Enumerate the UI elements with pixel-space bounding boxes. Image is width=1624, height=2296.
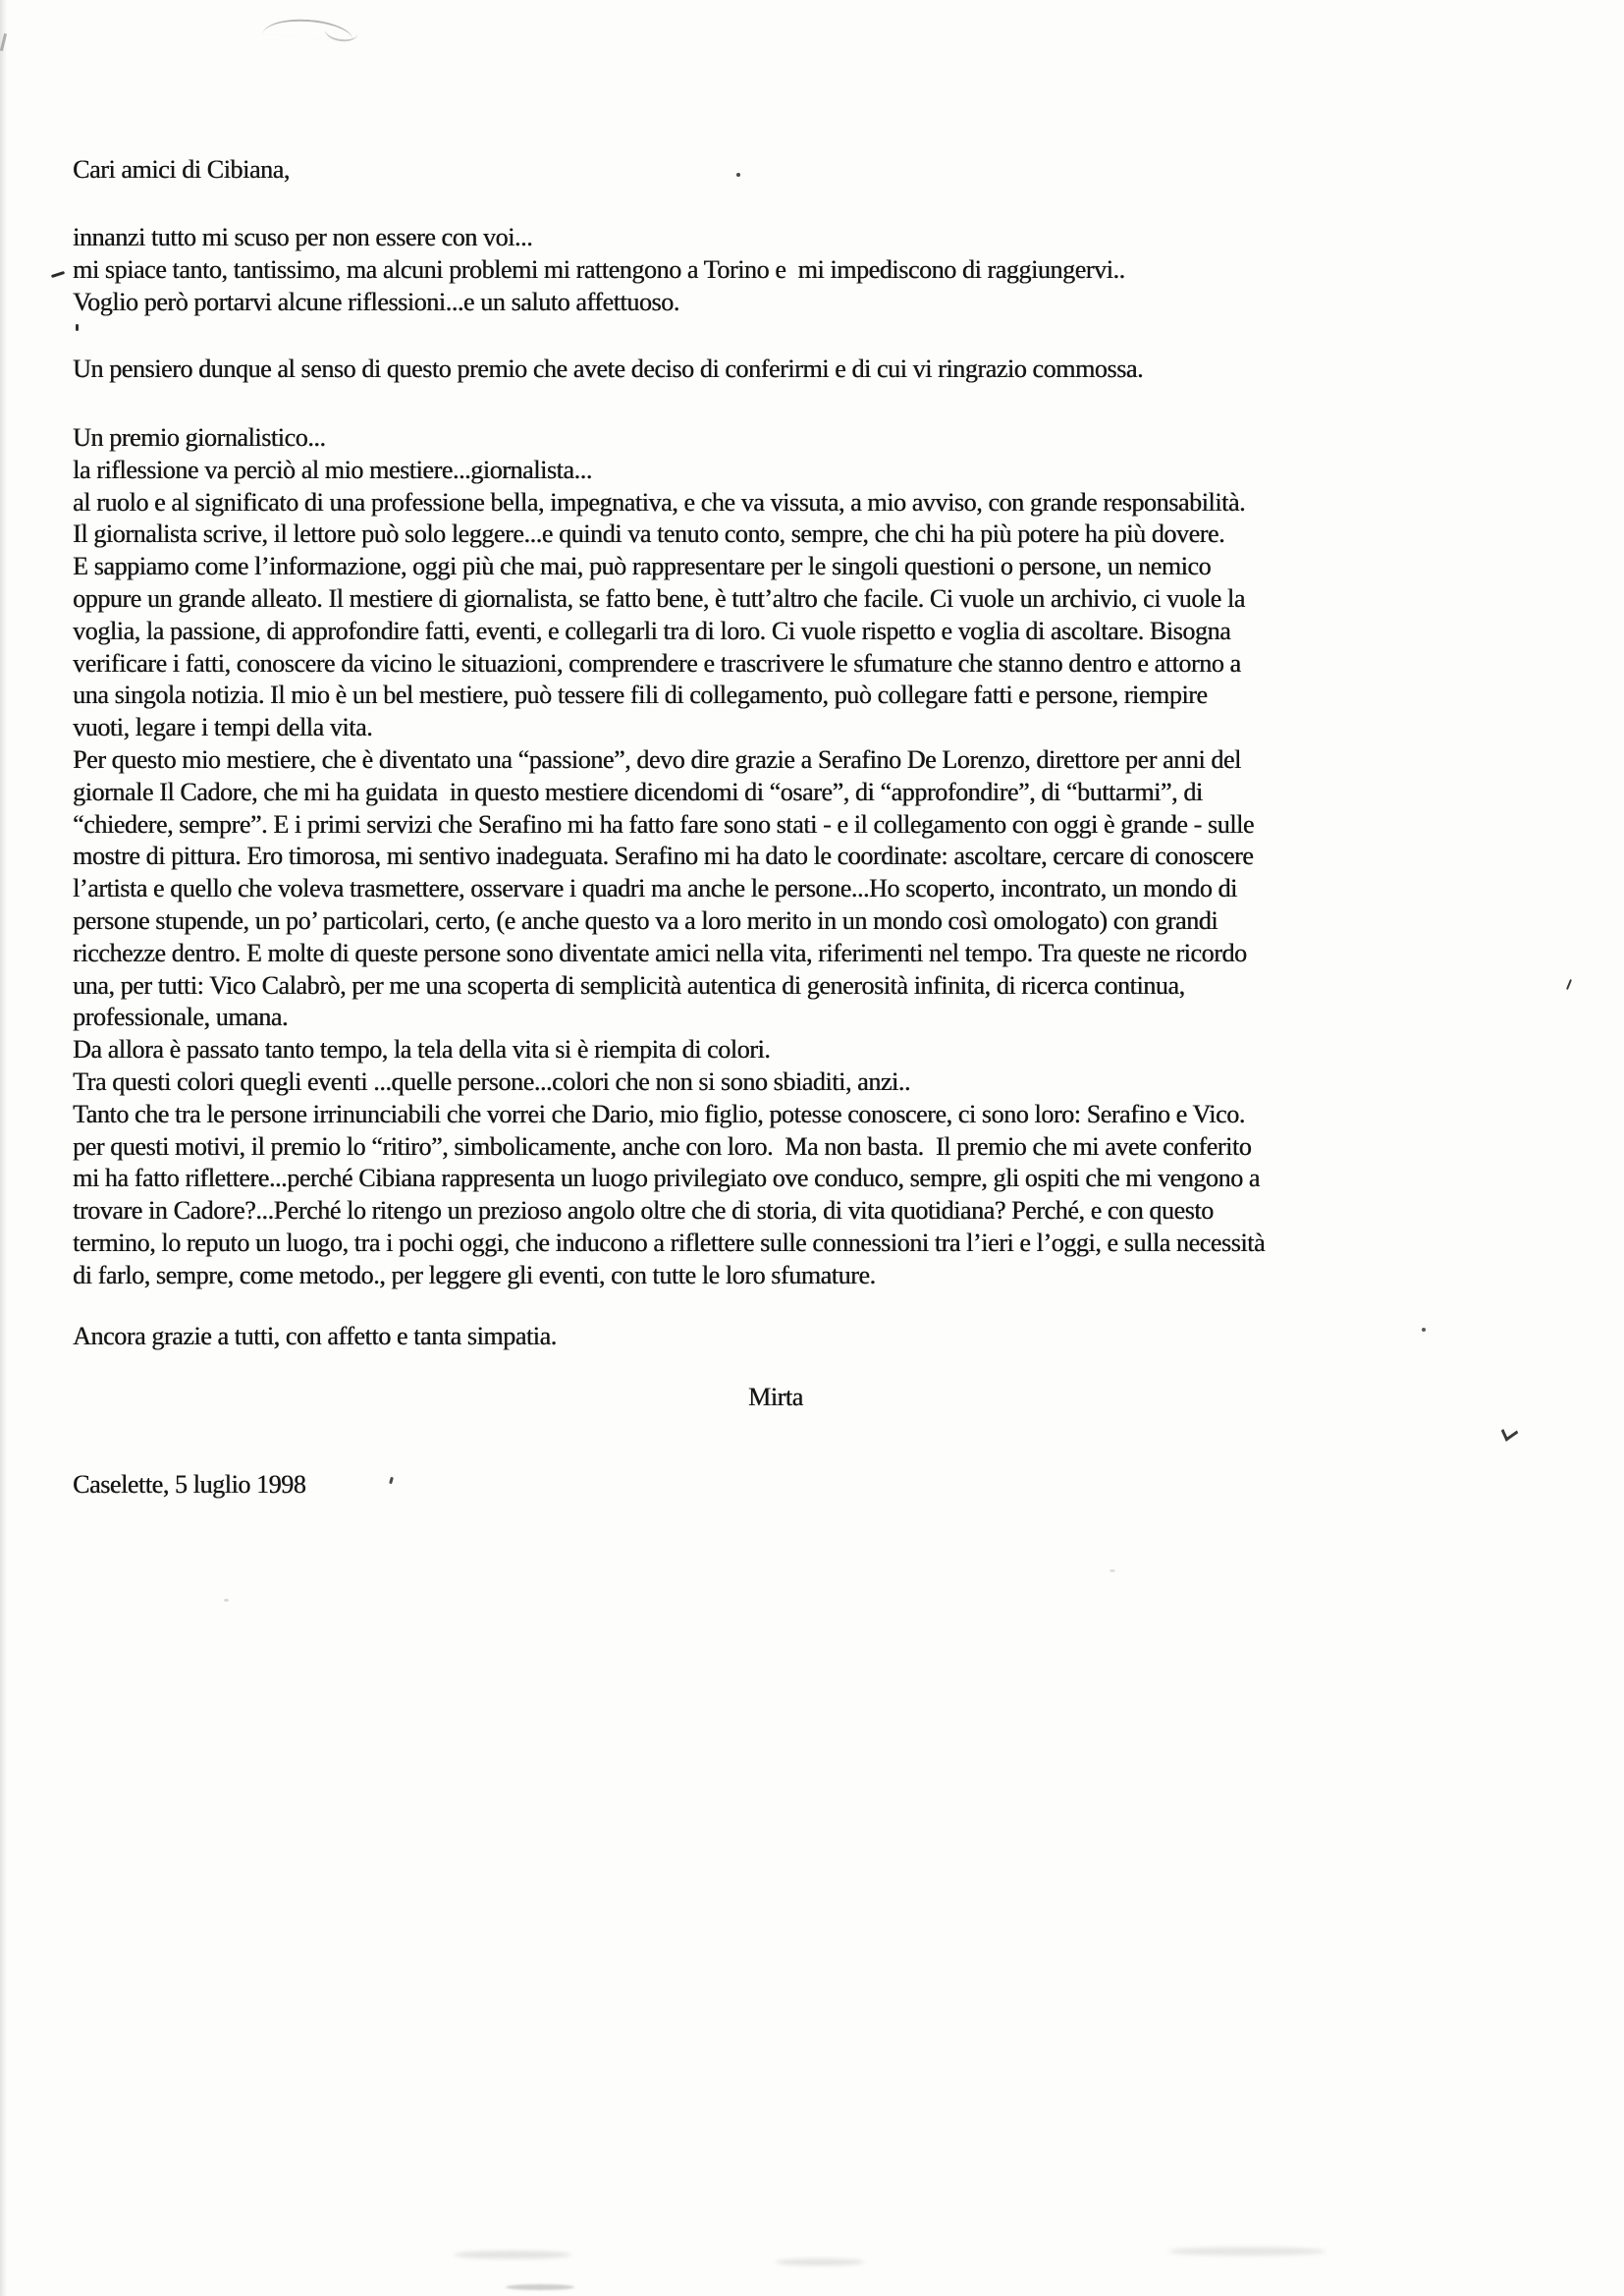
letter-line: Un premio giornalistico... bbox=[73, 423, 326, 452]
scan-artifact-bottom-smudge-2 bbox=[776, 2259, 864, 2266]
dateline: Caselette, 5 luglio 1998 bbox=[73, 1470, 306, 1499]
letter-line: giornale Il Cadore, che mi ha guidata in questo mestiere dicendomi di “osare”, di “approfondire”, di “buttarmi”, di bbox=[73, 777, 1203, 806]
letter-line: Per questo mio mestiere, che è diventato una “passione”, devo dire grazie a Serafino De Lorenzo, direttore per anni del bbox=[73, 744, 1241, 774]
scan-artifact-mid-dot bbox=[736, 173, 740, 177]
paragraph-reflection bbox=[73, 422, 1265, 1292]
letter-line: Tra questi colori quegli eventi ...quelle persone...colori che non si sono sbiaditi, anzi.. bbox=[73, 1066, 910, 1096]
scan-artifact-top-edge-smudge2 bbox=[323, 29, 357, 44]
letter-line: l’artista e quello che voleva trasmettere, osservare i quadri ma anche le persone...Ho scoperto, incontrato, un mondo di bbox=[73, 874, 1237, 903]
scan-artifact-top-edge-smudge bbox=[262, 17, 353, 40]
letter-line: Tanto che tra le persone irrinunciabili che vorrei che Dario, mio figlio, potesse conoscere, ci sono loro: Serafino e Vico. bbox=[73, 1099, 1245, 1128]
letter-line: Un pensiero dunque al senso di questo premio che avete deciso di conferirmi e di cui vi ringrazio commossa. bbox=[73, 355, 1144, 383]
scan-artifact-bottom-smudge-4 bbox=[506, 2284, 574, 2290]
letter-line: al ruolo e al significato di una professione bella, impegnativa, e che va vissuta, a mio avviso, con grande responsabilità. bbox=[73, 487, 1246, 517]
letter-line: trovare in Cadore?...Perché lo ritengo un prezioso angolo oltre che di storia, di vita quotidiana? Perché, e con questo bbox=[73, 1196, 1214, 1226]
letter-line: Ancora grazie a tutti, con affetto e tanta simpatia. bbox=[73, 1322, 557, 1350]
letter-line: persone stupende, un po’ particolari, certo, (e anche questo va a loro merito in un mondo così omologato) con grandi bbox=[73, 905, 1218, 935]
letter-line: voglia, la passione, di approfondire fatti, eventi, e collegarli tra di loro. Ci vuole rispetto e voglia di ascoltare. Bisogna bbox=[73, 616, 1231, 645]
scan-artifact-ricordo-tick bbox=[1566, 979, 1572, 990]
salutation: Cari amici di Cibiana, bbox=[73, 155, 290, 184]
letter-line: professionale, umana. bbox=[73, 1003, 289, 1032]
letter-line: oppure un grande alleato. Il mestiere di giornalista, se fatto bene, è tutt’altro che facile. Ci vuole un archivio, ci vuole la bbox=[73, 583, 1245, 613]
scan-artifact-simpatia-dot bbox=[1422, 1328, 1426, 1332]
letter-line: ricchezze dentro. E molte di queste persone sono diventate amici nella vita, riferimenti nel tempo. Tra queste ne ricordo bbox=[73, 938, 1247, 967]
scan-artifact-speck-1 bbox=[224, 1599, 229, 1602]
paragraph-thanks bbox=[73, 354, 1143, 386]
letter-line: mi ha fatto riflettere...perché Cibiana rappresenta un luogo privilegiato ove conduco, sempre, gli ospiti che mi vengono a bbox=[73, 1164, 1260, 1193]
paragraph-apology bbox=[73, 222, 1125, 318]
letter-line: “chiedere, sempre”. E i primi servizi che Serafino mi ha fatto fare sono stati - e il collegamento con oggi è grande - sulle bbox=[73, 809, 1254, 839]
letter-line: vuoti, legare i tempi della vita. bbox=[73, 713, 373, 742]
letter-line: mostre di pittura. Ero timorosa, mi sentivo inadeguata. Serafino mi ha dato le coordinate: ascoltare, cercare di conoscere bbox=[73, 842, 1254, 871]
scan-artifact-stray-period bbox=[76, 324, 79, 331]
paragraph-closing bbox=[73, 1321, 557, 1353]
scan-artifact-bottom-smudge-3 bbox=[1168, 2247, 1326, 2256]
letter-line: Da allora è passato tanto tempo, la tela della vita si è riempita di colori. bbox=[73, 1035, 771, 1065]
letter-line: termino, lo reputo un luogo, tra i pochi oggi, che inducono a riflettere sulle connessioni tra l’ieri e l’oggi, e sulla necessità bbox=[73, 1228, 1266, 1257]
letter-line: E sappiamo come l’informazione, oggi più che mai, può rappresentare per le singoli questioni o persone, un nemico bbox=[73, 552, 1212, 581]
scan-artifact-left-edge-tick bbox=[0, 33, 7, 51]
scan-artifact-margin-dash bbox=[51, 271, 65, 278]
scan-artifact-bottom-smudge-1 bbox=[454, 2251, 571, 2259]
letter-line: per questi motivi, il premio lo “ritiro”, simbolicamente, anche con loro. Ma non basta. Il premio che mi avete conferito bbox=[73, 1131, 1252, 1161]
scan-artifact-date-tick bbox=[389, 1477, 394, 1485]
scan-artifact-bottom-right-mark bbox=[1501, 1422, 1518, 1442]
letter-line: una, per tutti: Vico Calabrò, per me una scoperta di semplicità autentica di generosità infinita, di ricerca continua, bbox=[73, 970, 1185, 1000]
scan-artifact-speck-2 bbox=[1110, 1569, 1115, 1572]
letter-line: di farlo, sempre, come metodo., per leggere gli eventi, con tutte le loro sfumature. bbox=[73, 1260, 876, 1289]
letter-line: verificare i fatti, conoscere da vicino le situazioni, comprendere e trascrivere le sfumature che stanno dentro e attorno a bbox=[73, 648, 1241, 678]
letter-line: innanzi tutto mi scuso per non essere con voi... bbox=[73, 223, 533, 251]
signature: Mirta bbox=[748, 1383, 803, 1411]
letter-line: Il giornalista scrive, il lettore può solo leggere...e quindi va tenuto conto, sempre, che chi ha più potere ha più dovere. bbox=[73, 519, 1225, 549]
letter-line: una singola notizia. Il mio è un bel mestiere, può tessere fili di collegamento, può collegare fatti e persone, riempire bbox=[73, 681, 1208, 710]
letter-line: mi spiace tanto, tantissimo, ma alcuni problemi mi rattengono a Torino e mi impediscono di raggiungervi.. bbox=[73, 254, 1125, 284]
letter-line: Voglio però portarvi alcune riflessioni...e un saluto affettuoso. bbox=[73, 287, 679, 316]
letter-line: la riflessione va perciò al mio mestiere...giornalista... bbox=[73, 455, 592, 484]
